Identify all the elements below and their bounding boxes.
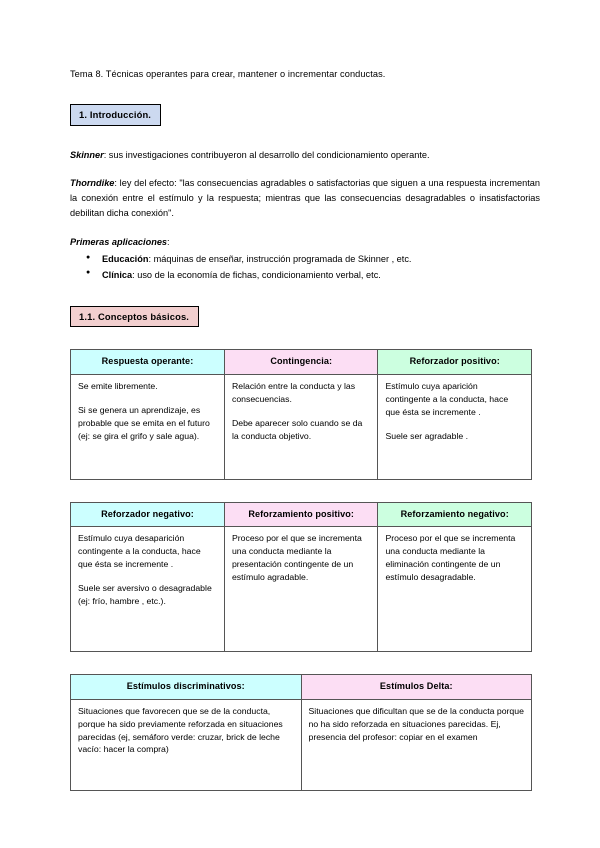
list-item	[70, 268, 540, 284]
table-row	[71, 699, 532, 790]
cell-paragraph: Suele ser agradable .	[385, 430, 469, 441]
table-column-header: Estímulos Delta:	[301, 675, 532, 699]
paragraph-aplicaciones-lead: Primeras aplicaciones	[70, 237, 168, 248]
table-cell	[224, 527, 378, 652]
table-column-header: Respuesta operante:	[71, 350, 225, 374]
list-item	[70, 252, 540, 268]
table-row	[71, 374, 532, 479]
table-cell	[71, 699, 302, 790]
table-conceptos-1	[70, 349, 532, 479]
paragraph-aplicaciones-colon: :	[167, 237, 170, 248]
cell-paragraph: Situaciones que favorecen que se de la conducta, porque ha sido previamente reforzada en situaciones parecidas (ej, semáforo verde: cruzar, brick de leche vacío: hacer la compra)	[78, 705, 283, 755]
table-cell	[71, 374, 225, 479]
table-cell	[224, 374, 378, 479]
table-column-header: Estímulos discriminativos:	[71, 675, 302, 699]
table-header-row	[71, 350, 532, 374]
section-heading-conceptos-basicos: 1.1. Conceptos básicos.	[70, 306, 199, 328]
list-item-term: Educación	[102, 254, 149, 265]
list-item-term: Clínica	[102, 269, 133, 280]
table-cell	[71, 527, 225, 652]
table-header-row	[71, 675, 532, 699]
cell-paragraph: Se emite libremente.	[78, 380, 158, 391]
page-title: Tema 8. Técnicas operantes para crear, mantener o incrementar conductas.	[70, 69, 386, 79]
table-cell	[378, 374, 532, 479]
table-column-header: Contingencia:	[224, 350, 378, 374]
cell-paragraph: Si se genera un aprendizaje, es probable que se emita en el futuro (ej: se gira el grifo y sale agua).	[78, 404, 210, 441]
paragraph-skinner-text: : sus investigaciones contribuyeron al desarrollo del condicionamiento operante.	[103, 149, 430, 160]
cell-paragraph: Estímulo cuya desaparición contingente a la conducta, hace que ésta se incremente .	[78, 533, 201, 570]
cell-paragraph: Proceso por el que se incrementa una conducta mediante la eliminación contingente de un estímulo desagradable.	[385, 533, 516, 583]
cell-paragraph: Estímulo cuya aparición contingente a la conducta, hace que ésta se incremente .	[385, 380, 509, 417]
applications-list	[70, 252, 540, 284]
table-cell	[378, 527, 532, 652]
paragraph-aplicaciones	[70, 235, 540, 250]
table-header-row	[71, 502, 532, 526]
list-item-text: : máquinas de enseñar, instrucción programada de Skinner , etc.	[148, 254, 412, 265]
cell-paragraph: Situaciones que dificultan que se de la conducta porque no ha sido reforzada en situaciones parecidas. Ej, presencia del profesor: copiar en el examen	[308, 705, 524, 742]
paragraph-thorndike	[70, 176, 540, 221]
cell-paragraph: Debe aparecer solo cuando se da la conducta objetivo.	[231, 417, 363, 441]
cell-paragraph: Relación entre la conducta y las consecuencias.	[231, 380, 356, 404]
table-column-header: Reforzamiento positivo:	[224, 502, 378, 526]
table-cell	[301, 699, 532, 790]
table-column-header: Reforzamiento negativo:	[378, 502, 532, 526]
paragraph-thorndike-lead: Thorndike	[70, 178, 115, 189]
list-item-text: : uso de la economía de fichas, condicionamiento verbal, etc.	[132, 269, 381, 280]
paragraph-skinner-lead: Skinner	[70, 149, 104, 160]
cell-paragraph: Suele ser aversivo o desagradable (ej: frío, hambre , etc.).	[78, 583, 212, 606]
paragraph-thorndike-text: : ley del efecto: "las consecuencias agradables o satisfactorias que siguen a una respuesta incrementan la conexión entre el estímulo y la respuesta; mientras que las consecuencias desagradables o insatisfactorias debilitan dicha conexión".	[70, 178, 540, 219]
cell-paragraph: Proceso por el que se incrementa una conducta mediante la presentación contingente de un estímulo agradable.	[231, 533, 362, 583]
table-column-header: Reforzador negativo:	[71, 502, 225, 526]
table-estimulos	[70, 674, 532, 790]
table-column-header: Reforzador positivo:	[378, 350, 532, 374]
section-heading-introduccion: 1. Introducción.	[70, 104, 161, 126]
table-row	[71, 527, 532, 652]
table-conceptos-2	[70, 502, 532, 652]
paragraph-skinner	[70, 148, 540, 163]
